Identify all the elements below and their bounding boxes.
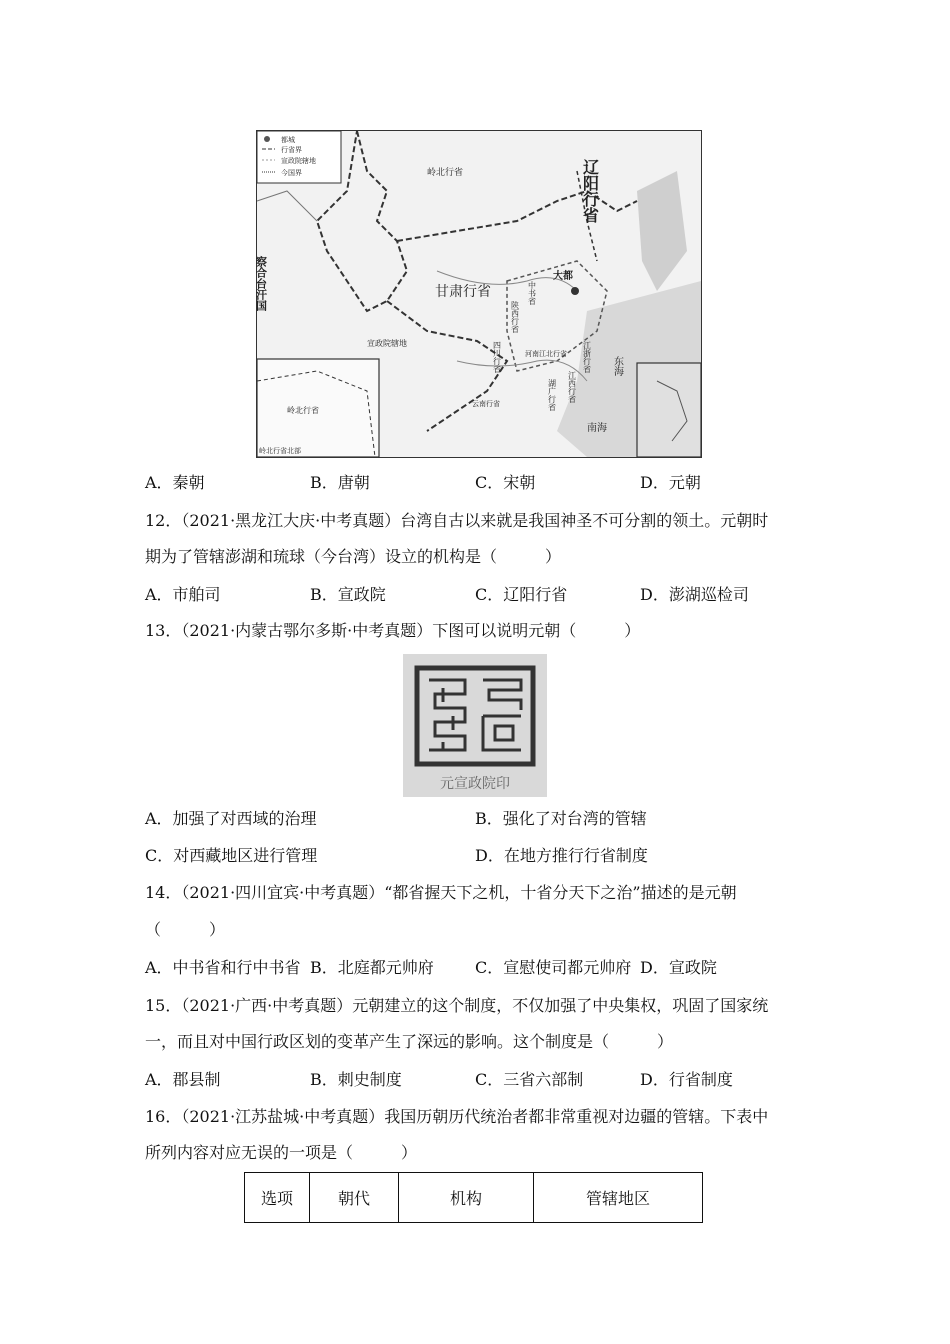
label-lingbei: 岭北行省: [427, 168, 464, 178]
capital-dadu-icon: [571, 287, 579, 295]
q12-option-a[interactable]: A．市舶司: [145, 585, 221, 604]
q12-option-d[interactable]: D．澎湖巡检司: [640, 585, 749, 604]
header-dynasty: 朝代: [310, 1173, 399, 1223]
label-liaoyang: 辽阳行省: [580, 159, 600, 223]
q11-option-c[interactable]: C．宋朝: [475, 473, 536, 492]
label-shaanxi: 陕西行省: [510, 301, 520, 333]
yuan-dynasty-map: [256, 130, 702, 458]
header-option: 选项: [245, 1173, 310, 1223]
map-graphic: [254, 131, 701, 457]
legend-capital: 都城: [281, 136, 295, 144]
label-nanhai: 南海: [587, 423, 607, 434]
header-institution: 机构: [399, 1173, 534, 1223]
legend-province-border: 行省界: [281, 146, 302, 154]
q12-option-c[interactable]: C．辽阳行省: [475, 585, 568, 604]
label-jiangzhe: 江浙行省: [582, 341, 592, 373]
q12-stem-line2: 期为了管辖澎湖和琉球（今台湾）设立的机构是（ ）: [145, 547, 562, 566]
table-header-row: [245, 1173, 703, 1223]
q14-option-b[interactable]: B．北庭都元帅府: [310, 958, 434, 977]
legend-national-border: 今国界: [281, 169, 302, 177]
q14-stem-line2: （ ）: [145, 920, 226, 939]
q11-option-d[interactable]: D．元朝: [640, 473, 701, 492]
q12-option-b[interactable]: B．宣政院: [310, 585, 386, 604]
q15-option-b[interactable]: B．刺史制度: [310, 1070, 402, 1089]
label-yunnan: 云南行省: [472, 400, 500, 408]
label-xuanzheng: 宣政院辖地: [367, 339, 407, 348]
header-region: 管辖地区: [534, 1173, 703, 1223]
q13-option-b[interactable]: B．强化了对台湾的管辖: [475, 809, 647, 828]
q14-stem-line1: 14．（2021·四川宜宾·中考真题）“都省握天下之机，十省分天下之治”描述的是元朝: [145, 883, 737, 902]
capital-legend-icon: [264, 136, 270, 142]
legend-xuanzheng: 宣政院辖地: [281, 157, 316, 165]
label-lingbei-inset: 岭北行省: [287, 406, 319, 415]
label-inset-title: 岭北行省北部: [259, 447, 301, 455]
q14-option-d[interactable]: D．宣政院: [640, 958, 717, 977]
label-dadu: 大都: [553, 271, 573, 282]
label-chahetai: 察合台汗国: [254, 256, 268, 311]
q13-option-d[interactable]: D．在地方推行行省制度: [475, 846, 648, 865]
yuan-xuanzheng-seal-image: [403, 654, 547, 797]
label-zhongshu: 中书省: [527, 281, 537, 305]
q16-table: [244, 1172, 703, 1223]
q11-option-b[interactable]: B．唐朝: [310, 473, 370, 492]
q14-option-c[interactable]: C．宣慰使司都元帅府: [475, 958, 632, 977]
q15-stem-line1: 15．（2021·广西·中考真题）元朝建立的这个制度，不仅加强了中央集权，巩固了国家统: [145, 996, 769, 1015]
seal-glyph-icon: [403, 654, 547, 774]
q15-stem-line2: 一，而且对中国行政区划的变革产生了深远的影响。这个制度是（ ）: [145, 1032, 674, 1051]
q15-option-d[interactable]: D．行省制度: [640, 1070, 733, 1089]
q15-option-c[interactable]: C．三省六部制: [475, 1070, 584, 1089]
q13-option-a[interactable]: A．加强了对西域的治理: [145, 809, 317, 828]
label-donghai: 东海: [611, 356, 623, 376]
label-huguang: 湖广行省: [547, 379, 557, 411]
q12-stem-line1: 12．（2021·黑龙江大庆·中考真题）台湾自古以来就是我国神圣不可分割的领土。元朝时: [145, 511, 769, 530]
q15-option-a[interactable]: A．郡县制: [145, 1070, 221, 1089]
label-sichuan: 四川行省: [492, 341, 502, 373]
seal-caption: 元宣政院印: [440, 776, 510, 792]
q13-option-c[interactable]: C．对西藏地区进行管理: [145, 846, 318, 865]
q11-option-a[interactable]: A．秦朝: [145, 473, 205, 492]
q16-stem-line1: 16．（2021·江苏盐城·中考真题）我国历朝历代统治者都非常重视对边疆的管辖。下表中: [145, 1107, 769, 1126]
label-jiangxi: 江西行省: [567, 371, 577, 403]
q13-stem: 13．（2021·内蒙古鄂尔多斯·中考真题）下图可以说明元朝（ ）: [145, 621, 641, 640]
label-henan: 河南江北行省: [525, 350, 567, 358]
label-gansu: 甘肃行省: [435, 284, 491, 300]
q14-option-a[interactable]: A．中书省和行中书省: [145, 958, 301, 977]
q16-stem-line2: 所列内容对应无误的一项是（ ）: [145, 1143, 418, 1162]
